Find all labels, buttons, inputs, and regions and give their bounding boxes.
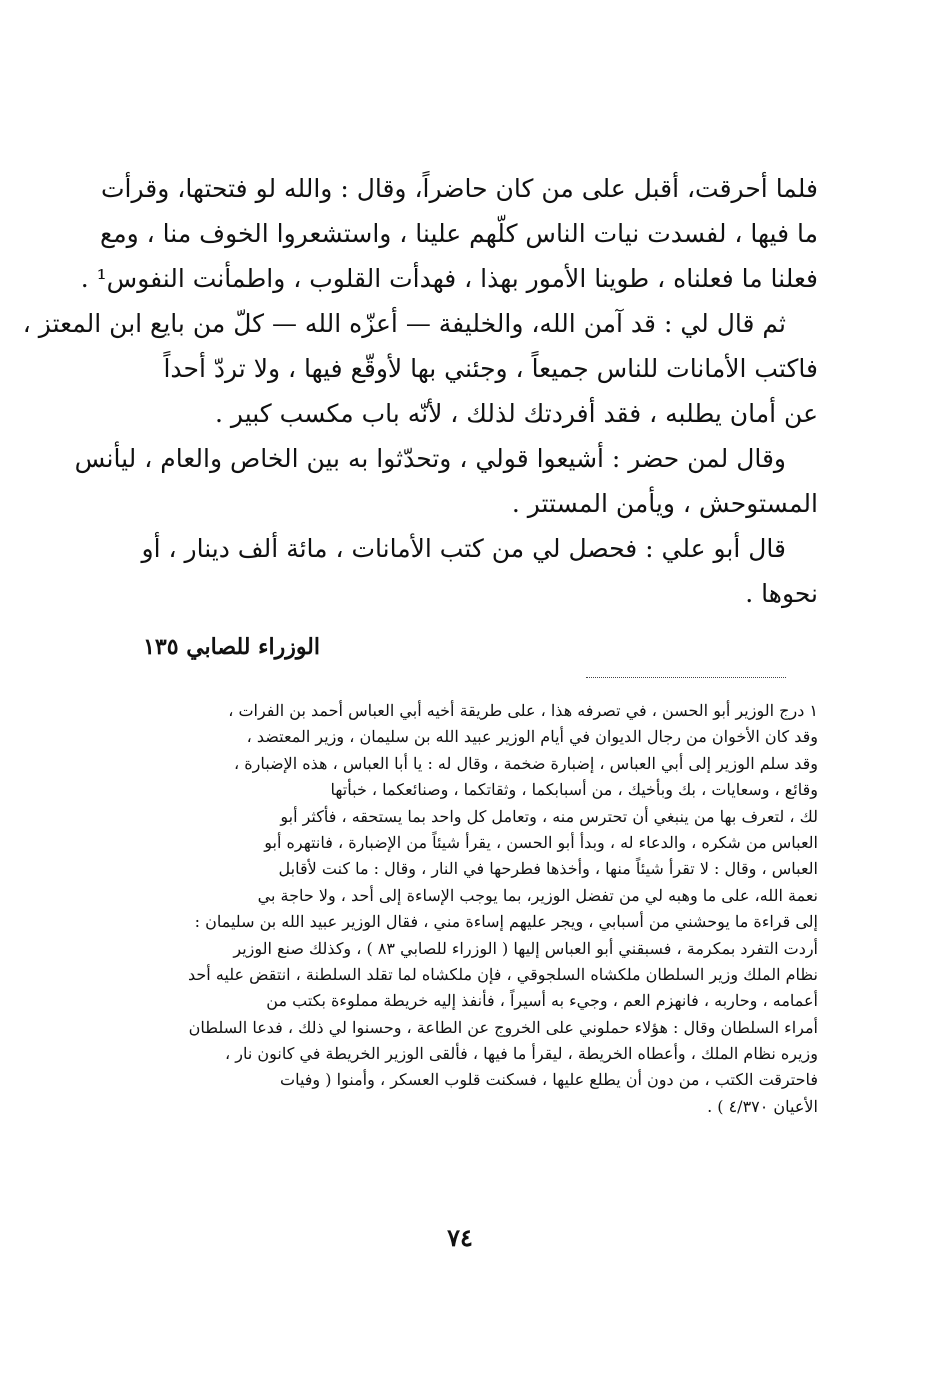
main-text-line: فلما أحرقت، أقبل على من كان حاضراً، وقال : والله لو فتحتها، وقرأت bbox=[101, 174, 818, 203]
main-text-line: فاكتب الأمانات للناس جميعاً ، وجئني بها لأوقّع فيها ، ولا تردّ أحداً bbox=[163, 354, 818, 383]
footnote-line: وقد سلم الوزير إلى أبي العباس ، إضبارة ضخمة ، وقال له : يا أبا العباس ، هذه الإضبارة ، bbox=[233, 753, 818, 773]
footnote-line: فاحترقت الكتب ، من دون أن يطلع عليها ، فسكنت قلوب العسكر ، وأمنوا ( وفيات bbox=[280, 1070, 818, 1090]
main-text-block bbox=[22, 166, 818, 616]
main-text-line: عن أمان يطلبه ، فقد أفردتك لذلك ، لأنّه باب مكسب كبير . bbox=[215, 399, 818, 428]
main-text-line: نحوها . bbox=[745, 579, 818, 608]
footnote-divider bbox=[586, 677, 786, 678]
footnote-line: أمراء السلطان وقال : هؤلاء حملوني على الخروج عن الطاعة ، وحسنوا لي ذلك ، فدعا السلطان bbox=[188, 1017, 818, 1037]
footnote-line: وزيره نظام الملك ، وأعطاه الخريطة ، ليقرأ ما فيها ، فألقى الوزير الخريطة في كانون نار ، bbox=[225, 1044, 818, 1064]
main-text-line: وقال لمن حضر : أشيعوا قولي ، وتحدّثوا به بين الخاص والعام ، ليأنس bbox=[74, 444, 786, 473]
footnote-line: نظام الملك وزير السلطان ملكشاه السلجوقي ، فإن ملكشاه لما تقلد السلطنة ، انتقض عليه أحد bbox=[188, 964, 818, 984]
footnote-line: الأعيان ٤/٣٧٠ ) . bbox=[707, 1096, 818, 1116]
source-citation: الوزراء للصابي ١٣٥ bbox=[143, 634, 320, 660]
footnote-line: لك ، لتعرف بها من ينبغي أن تحترس منه ، وتعامل كل واحد بما يستحقه ، فأكثر أبو bbox=[280, 806, 818, 826]
main-text-line: المستوحش ، ويأمن المستتر . bbox=[511, 489, 818, 518]
footnote-line: العباس من شكره ، والدعاء له ، وبدأ أبو الحسن ، يقرأ شيئاً من الإضبارة ، فانتهره أبو bbox=[264, 832, 818, 852]
main-text-line: فعلنا ما فعلناه ، طوينا الأمور بهذا ، فهدأت القلوب ، واطمأنت النفوس¹ . bbox=[80, 264, 818, 293]
footnote-block bbox=[118, 698, 818, 1120]
footnote-line: وقد كان الأخوان من رجال الديوان في أيام الوزير عبيد الله بن سليمان ، وزير المعتضد ، bbox=[246, 727, 818, 747]
footnote-line: ١ درج الوزير أبو الحسن ، في تصرفه هذا ، على طريقة أخيه أبي العباس أحمد بن الفرات ، bbox=[228, 701, 818, 720]
footnote-line: أردت التفرد بمكرمة ، فسبقني أبو العباس إليها ( الوزراء للصابي ٨٣ ) ، وكذلك صنع الوزير bbox=[233, 938, 818, 958]
main-text-line: ثم قال لي : قد آمن الله، والخليفة — أعزّه الله — كلّ من بايع ابن المعتز ، bbox=[22, 309, 786, 338]
page-number: ٧٤ bbox=[447, 1223, 473, 1252]
main-text-line: ما فيها ، لفسدت نيات الناس كلّهم علينا ، واستشعروا الخوف منا ، ومع bbox=[99, 219, 818, 248]
footnote-line: إلى قراءة ما يوحشني من أسبابي ، ويجر عليهم إساءة مني ، فقال الوزير عبيد الله بن سليمان : bbox=[194, 912, 818, 932]
footnote-line: أعمامه ، وحاربه ، فانهزم العم ، وجيء به أسيراً ، فأنفذ إليه خريطة مملوءة بكتب من bbox=[266, 991, 818, 1011]
main-text-line: قال أبو علي : فحصل لي من كتب الأمانات ، مائة ألف دينار ، أو bbox=[141, 534, 786, 563]
footnote-line: نعمة الله، على ما وهبه لي من تفضل الوزير، بما يوجب الإساءة إلى أحد ، ولا حاجة بي bbox=[257, 885, 818, 905]
footnote-line: العباس ، وقال : لا تقرأ شيئاً منها ، وأخذها فطرحها في النار ، وقال : ما كنت لأقابل bbox=[278, 859, 818, 879]
footnote-line: وقائع ، وسعايات ، بك وبأخيك ، من أسبابكما ، وثقاتكما ، وصنائعكما ، خبأتها bbox=[330, 780, 818, 800]
